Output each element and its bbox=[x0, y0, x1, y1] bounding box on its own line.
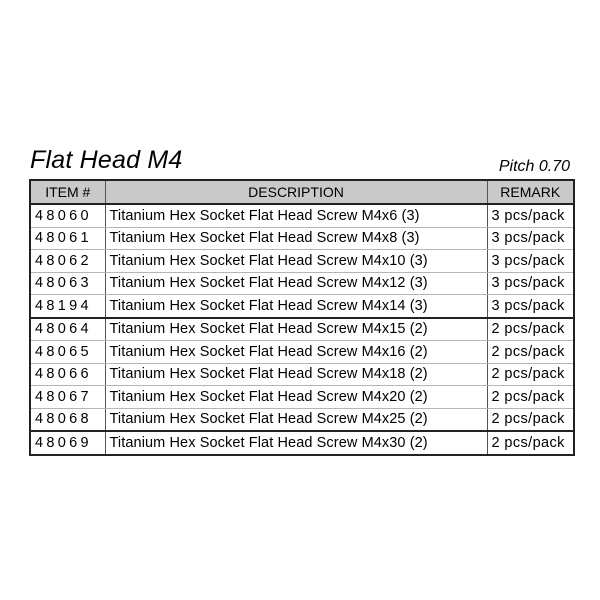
remark-cell: 2 pcs/pack bbox=[487, 363, 574, 386]
description-cell: Titanium Hex Socket Flat Head Screw M4x16 (2) bbox=[105, 341, 487, 364]
remark-cell: 3 pcs/pack bbox=[487, 272, 574, 295]
remark-cell: 3 pcs/pack bbox=[487, 204, 574, 227]
table-header-row bbox=[30, 180, 574, 204]
header-description: DESCRIPTION bbox=[105, 180, 487, 204]
table-row bbox=[30, 341, 574, 364]
item-number-cell: 48061 bbox=[30, 227, 105, 250]
remark-cell: 2 pcs/pack bbox=[487, 386, 574, 409]
header-item-number: ITEM # bbox=[30, 180, 105, 204]
description-cell: Titanium Hex Socket Flat Head Screw M4x20 (2) bbox=[105, 386, 487, 409]
description-cell: Titanium Hex Socket Flat Head Screw M4x15 (2) bbox=[105, 318, 487, 341]
item-number-cell: 48064 bbox=[30, 318, 105, 341]
remark-cell: 2 pcs/pack bbox=[487, 431, 574, 455]
table-row bbox=[30, 204, 574, 227]
header-remark: REMARK bbox=[487, 180, 574, 204]
item-number-cell: 48194 bbox=[30, 295, 105, 318]
pitch-label: Pitch 0.70 bbox=[498, 158, 570, 175]
item-number-cell: 48069 bbox=[30, 431, 105, 455]
remark-cell: 2 pcs/pack bbox=[487, 408, 574, 431]
page-title: Flat Head M4 bbox=[30, 146, 183, 174]
remark-cell: 3 pcs/pack bbox=[487, 227, 574, 250]
table-row bbox=[30, 318, 574, 341]
description-cell: Titanium Hex Socket Flat Head Screw M4x25 (2) bbox=[105, 408, 487, 431]
description-cell: Titanium Hex Socket Flat Head Screw M4x10 (3) bbox=[105, 250, 487, 273]
item-number-cell: 48068 bbox=[30, 408, 105, 431]
description-cell: Titanium Hex Socket Flat Head Screw M4x8 (3) bbox=[105, 227, 487, 250]
remark-cell: 3 pcs/pack bbox=[487, 250, 574, 273]
item-number-cell: 48063 bbox=[30, 272, 105, 295]
table-row bbox=[30, 227, 574, 250]
parts-table bbox=[29, 179, 575, 456]
table-row bbox=[30, 431, 574, 455]
description-cell: Titanium Hex Socket Flat Head Screw M4x30 (2) bbox=[105, 431, 487, 455]
table-row bbox=[30, 386, 574, 409]
item-number-cell: 48067 bbox=[30, 386, 105, 409]
description-cell: Titanium Hex Socket Flat Head Screw M4x6 (3) bbox=[105, 204, 487, 227]
description-cell: Titanium Hex Socket Flat Head Screw M4x12 (3) bbox=[105, 272, 487, 295]
table-row bbox=[30, 295, 574, 318]
item-number-cell: 48062 bbox=[30, 250, 105, 273]
item-number-cell: 48065 bbox=[30, 341, 105, 364]
remark-cell: 2 pcs/pack bbox=[487, 341, 574, 364]
table-row bbox=[30, 363, 574, 386]
item-number-cell: 48060 bbox=[30, 204, 105, 227]
remark-cell: 2 pcs/pack bbox=[487, 318, 574, 341]
table-row bbox=[30, 408, 574, 431]
table-row bbox=[30, 250, 574, 273]
description-cell: Titanium Hex Socket Flat Head Screw M4x14 (3) bbox=[105, 295, 487, 318]
table-row bbox=[30, 272, 574, 295]
item-number-cell: 48066 bbox=[30, 363, 105, 386]
description-cell: Titanium Hex Socket Flat Head Screw M4x18 (2) bbox=[105, 363, 487, 386]
remark-cell: 3 pcs/pack bbox=[487, 295, 574, 318]
